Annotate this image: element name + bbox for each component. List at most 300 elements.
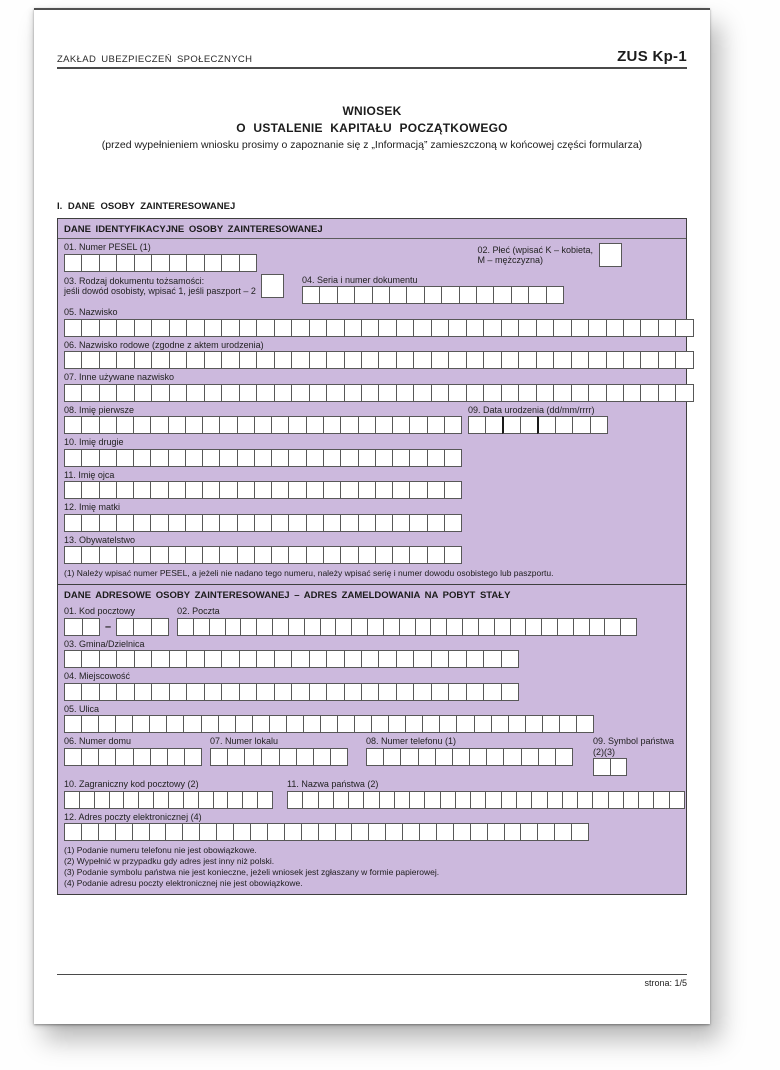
- char-box: [462, 618, 479, 636]
- char-box: [516, 791, 532, 809]
- char-box: [493, 286, 511, 304]
- char-box: [64, 254, 82, 272]
- char-box: [431, 319, 449, 337]
- char-box: [227, 748, 245, 766]
- field-imie2: [64, 436, 462, 467]
- char-box: [379, 791, 395, 809]
- char-box: [333, 791, 349, 809]
- char-box: [204, 351, 222, 369]
- char-box: [470, 791, 486, 809]
- char-box: [116, 319, 134, 337]
- field-row: [64, 735, 680, 776]
- char-box: [431, 650, 449, 668]
- char-box: [64, 715, 82, 733]
- field-label: 03. Gmina/Dzielnica: [64, 638, 145, 649]
- char-box: [98, 748, 116, 766]
- char-box: [82, 618, 101, 636]
- char-box: [344, 351, 362, 369]
- char-box: [427, 514, 445, 532]
- char-box: [133, 449, 151, 467]
- char-box: [116, 254, 134, 272]
- char-box: [115, 823, 133, 841]
- field-input-cells[interactable]: [261, 274, 284, 298]
- char-box: [536, 351, 554, 369]
- char-box: [344, 650, 362, 668]
- page-number: strona: 1/5: [644, 978, 687, 988]
- char-box: [623, 791, 639, 809]
- char-box: [340, 546, 358, 564]
- field-plec: [477, 243, 622, 267]
- char-box: [476, 286, 494, 304]
- address-data-section: [57, 585, 687, 895]
- char-box: [182, 823, 200, 841]
- char-box: [64, 481, 82, 499]
- char-box: [409, 514, 427, 532]
- char-box: [221, 319, 239, 337]
- char-box: [466, 650, 484, 668]
- char-box: [64, 748, 82, 766]
- char-box: [554, 823, 572, 841]
- char-box: [557, 618, 574, 636]
- footnote: (1) Podanie numeru telefonu nie jest obowiązkowe.: [64, 845, 257, 855]
- char-box: [288, 449, 306, 467]
- char-box: [571, 823, 589, 841]
- char-box: [254, 514, 272, 532]
- char-box: [620, 618, 637, 636]
- char-box: [588, 384, 606, 402]
- char-box: [448, 319, 466, 337]
- char-box: [254, 416, 272, 434]
- char-box: [320, 715, 338, 733]
- field-label: 08. Imię pierwsze: [64, 404, 135, 415]
- field-label: 10. Imię drugie: [64, 437, 124, 447]
- char-box: [150, 416, 168, 434]
- char-box: [469, 748, 487, 766]
- char-box: [448, 683, 466, 701]
- char-box: [291, 650, 309, 668]
- char-box: [202, 546, 220, 564]
- char-box: [504, 823, 522, 841]
- char-box: [186, 319, 204, 337]
- char-box: [256, 351, 274, 369]
- char-box: [216, 823, 234, 841]
- char-box: [531, 791, 547, 809]
- char-box: [279, 748, 297, 766]
- char-box: [375, 416, 393, 434]
- char-box: [288, 546, 306, 564]
- char-box: [378, 384, 396, 402]
- char-box: [413, 319, 431, 337]
- field-zagraniczny: [64, 778, 273, 809]
- char-box: [555, 416, 573, 434]
- separator-dash: –: [105, 620, 112, 633]
- char-box: [167, 748, 185, 766]
- char-box: [326, 384, 344, 402]
- char-box: [396, 650, 414, 668]
- field-label: 04. Miejscowość: [64, 671, 131, 681]
- field-input-cells[interactable]: [468, 416, 608, 434]
- char-box: [99, 683, 117, 701]
- char-box: [313, 748, 331, 766]
- char-box: [199, 823, 217, 841]
- char-box: [198, 791, 214, 809]
- char-box: [204, 254, 222, 272]
- char-box: [323, 514, 341, 532]
- char-box: [185, 481, 203, 499]
- char-box: [227, 791, 243, 809]
- field-input-cells[interactable]: [64, 823, 589, 841]
- char-box: [209, 618, 226, 636]
- char-box: [418, 748, 436, 766]
- char-box: [590, 416, 608, 434]
- char-box: [150, 481, 168, 499]
- char-box: [486, 748, 504, 766]
- char-box: [427, 546, 445, 564]
- char-box: [186, 683, 204, 701]
- char-box: [185, 416, 203, 434]
- char-box: [186, 384, 204, 402]
- char-box: [483, 650, 501, 668]
- char-box: [309, 650, 327, 668]
- char-box: [150, 449, 168, 467]
- char-box: [219, 546, 237, 564]
- field-row: [64, 274, 680, 305]
- field-obyw: [64, 534, 462, 565]
- char-box: [240, 618, 257, 636]
- char-box: [424, 286, 442, 304]
- char-box: [271, 514, 289, 532]
- char-box: [525, 715, 543, 733]
- char-box: [330, 748, 348, 766]
- field-input-cells[interactable]: [593, 758, 680, 776]
- field-rodowe: [64, 339, 694, 370]
- char-box: [441, 286, 459, 304]
- field-input-cells[interactable]: [64, 650, 519, 668]
- field-row: [64, 339, 680, 370]
- char-box: [405, 715, 423, 733]
- char-box: [132, 823, 150, 841]
- char-box: [257, 791, 273, 809]
- field-row: [64, 703, 680, 734]
- char-box: [177, 618, 194, 636]
- char-box: [483, 683, 501, 701]
- field-input-cells[interactable]: [599, 243, 622, 267]
- char-box: [608, 791, 624, 809]
- footnote: (1) Należy wpisać numer PESEL, a jeżeli nie nadano tego numeru, należy wpisać serię i numer dowodu osobistego lub paszportu.: [64, 568, 554, 578]
- char-box: [468, 416, 486, 434]
- char-box: [572, 416, 590, 434]
- char-box: [521, 748, 539, 766]
- field-label: 09. Symbol państwa (2)(3): [593, 736, 675, 757]
- char-box: [168, 791, 184, 809]
- char-box: [478, 618, 495, 636]
- char-box: [361, 319, 379, 337]
- char-box: [64, 618, 83, 636]
- char-box: [658, 384, 676, 402]
- field-label: 12. Imię matki: [64, 502, 121, 512]
- char-box: [344, 319, 362, 337]
- char-box: [239, 254, 257, 272]
- char-box: [640, 319, 658, 337]
- form-title-block: [57, 103, 687, 151]
- char-box: [81, 481, 99, 499]
- char-box: [81, 449, 99, 467]
- char-box: [169, 650, 187, 668]
- char-box: [358, 416, 376, 434]
- char-box: [375, 514, 393, 532]
- field-input-cells[interactable]: [64, 618, 169, 636]
- char-box: [392, 416, 410, 434]
- char-box: [485, 791, 501, 809]
- char-box: [286, 715, 304, 733]
- char-box: [413, 683, 431, 701]
- form-subtitle: (przed wypełnieniem wniosku prosimy o zapoznanie się z „Informacją” zamieszczoną w końcowej części formularza): [101, 139, 643, 151]
- char-box: [81, 351, 99, 369]
- char-box: [592, 791, 608, 809]
- char-box: [98, 715, 116, 733]
- char-box: [81, 254, 99, 272]
- char-box: [604, 618, 621, 636]
- char-box: [361, 650, 379, 668]
- char-box: [186, 351, 204, 369]
- field-label: 02. Płeć (wpisać K – kobieta, M – mężczyzna): [477, 244, 593, 265]
- char-box: [675, 384, 693, 402]
- char-box: [525, 618, 542, 636]
- page-content: [34, 10, 710, 1024]
- field-input-cells[interactable]: [366, 748, 573, 766]
- char-box: [675, 319, 693, 337]
- char-box: [537, 823, 555, 841]
- char-box: [151, 384, 169, 402]
- char-box: [221, 650, 239, 668]
- char-box: [237, 416, 255, 434]
- address-footnotes: [64, 845, 680, 889]
- char-box: [244, 748, 262, 766]
- char-box: [409, 546, 427, 564]
- field-input-cells[interactable]: [64, 683, 519, 701]
- char-box: [134, 319, 152, 337]
- field-data: [468, 404, 608, 435]
- char-box: [501, 384, 519, 402]
- char-box: [306, 546, 324, 564]
- char-box: [456, 715, 474, 733]
- field-input-cells[interactable]: [177, 618, 637, 636]
- char-box: [250, 823, 268, 841]
- char-box: [168, 546, 186, 564]
- char-box: [287, 791, 303, 809]
- char-box: [571, 384, 589, 402]
- field-label: 07. Numer lokalu: [210, 736, 279, 746]
- char-box: [431, 384, 449, 402]
- char-box: [606, 351, 624, 369]
- char-box: [501, 650, 519, 668]
- char-box: [254, 449, 272, 467]
- char-box: [185, 546, 203, 564]
- char-box: [354, 286, 372, 304]
- char-box: [239, 351, 257, 369]
- field-input-cells[interactable]: [64, 319, 694, 337]
- char-box: [358, 514, 376, 532]
- char-box: [422, 715, 440, 733]
- char-box: [288, 618, 305, 636]
- field-input-cells[interactable]: [302, 286, 564, 304]
- char-box: [494, 618, 511, 636]
- char-box: [99, 384, 117, 402]
- field-label: 09. Data urodzenia (dd/mm/rrrr): [468, 404, 595, 415]
- field-input-cells[interactable]: [64, 254, 257, 272]
- char-box: [326, 683, 344, 701]
- char-box: [368, 823, 386, 841]
- char-box: [348, 791, 364, 809]
- field-panstwo: [287, 778, 685, 809]
- field-row: [64, 404, 680, 435]
- char-box: [269, 715, 287, 733]
- char-box: [623, 351, 641, 369]
- char-box: [435, 748, 453, 766]
- field-input-cells[interactable]: [64, 481, 462, 499]
- field-label: 08. Numer telefonu (1): [366, 736, 457, 746]
- field-label: 03. Rodzaj dokumentu tożsamości: jeśli dowód osobisty, wpisać 1, jeśli paszport – 2: [64, 275, 256, 296]
- char-box: [64, 416, 82, 434]
- char-box: [168, 416, 186, 434]
- char-box: [151, 254, 169, 272]
- char-box: [375, 546, 393, 564]
- char-box: [394, 791, 410, 809]
- char-box: [351, 823, 369, 841]
- char-box: [169, 319, 187, 337]
- field-input-cells[interactable]: [64, 748, 202, 766]
- field-input-cells[interactable]: [64, 791, 273, 809]
- char-box: [452, 748, 470, 766]
- field-label: 05. Nazwisko: [64, 307, 118, 317]
- char-box: [288, 481, 306, 499]
- field-row: [64, 605, 680, 636]
- char-box: [385, 823, 403, 841]
- char-box: [430, 618, 447, 636]
- field-imie1: [64, 404, 462, 435]
- identification-section-header: DANE IDENTYFIKACYJNE OSOBY ZAINTERESOWANEJ: [58, 221, 686, 239]
- char-box: [151, 319, 169, 337]
- field-input-cells[interactable]: [64, 546, 462, 564]
- field-miejscowosc: [64, 670, 519, 701]
- field-input-cells[interactable]: [64, 715, 594, 733]
- char-box: [133, 481, 151, 499]
- field-input-cells[interactable]: [287, 791, 685, 809]
- char-box: [413, 351, 431, 369]
- form-title-line1: WNIOSEK: [342, 104, 402, 118]
- char-box: [64, 351, 82, 369]
- char-box: [623, 319, 641, 337]
- char-box: [487, 823, 505, 841]
- char-box: [99, 481, 117, 499]
- char-box: [444, 416, 462, 434]
- char-box: [363, 791, 379, 809]
- char-box: [483, 351, 501, 369]
- char-box: [396, 384, 414, 402]
- char-box: [361, 384, 379, 402]
- field-label: 02. Poczta: [177, 606, 220, 616]
- char-box: [361, 351, 379, 369]
- char-box: [99, 449, 117, 467]
- char-box: [413, 384, 431, 402]
- field-label: 04. Seria i numer dokumentu: [301, 274, 418, 285]
- field-input-cells[interactable]: [210, 748, 348, 766]
- char-box: [323, 546, 341, 564]
- char-box: [271, 481, 289, 499]
- char-box: [306, 481, 324, 499]
- field-row: [64, 501, 680, 532]
- char-box: [351, 618, 368, 636]
- char-box: [201, 715, 219, 733]
- char-box: [399, 618, 416, 636]
- field-input-cells[interactable]: [64, 514, 462, 532]
- field-label: 10. Zagraniczny kod pocztowy (2): [64, 779, 199, 789]
- char-box: [361, 683, 379, 701]
- field-row: [64, 534, 680, 565]
- field-input-cells[interactable]: [64, 449, 462, 467]
- char-box: [518, 384, 536, 402]
- field-input-cells[interactable]: [64, 351, 694, 369]
- char-box: [133, 514, 151, 532]
- field-ulica: [64, 703, 594, 734]
- char-box: [133, 416, 151, 434]
- char-box: [274, 351, 292, 369]
- char-box: [537, 416, 556, 434]
- char-box: [511, 286, 529, 304]
- char-box: [571, 319, 589, 337]
- field-input-cells[interactable]: [64, 384, 694, 402]
- field-input-cells[interactable]: [64, 416, 462, 434]
- char-box: [149, 823, 167, 841]
- char-box: [99, 351, 117, 369]
- char-box: [444, 546, 462, 564]
- char-box: [466, 319, 484, 337]
- char-box: [94, 791, 110, 809]
- char-box: [571, 351, 589, 369]
- field-label: 01. Kod pocztowy: [64, 606, 136, 616]
- char-box: [99, 514, 117, 532]
- char-box: [115, 715, 133, 733]
- char-box: [606, 319, 624, 337]
- char-box: [358, 546, 376, 564]
- char-box: [588, 351, 606, 369]
- char-box: [99, 416, 117, 434]
- char-box: [256, 618, 273, 636]
- char-box: [239, 384, 257, 402]
- char-box: [116, 514, 134, 532]
- char-box: [344, 683, 362, 701]
- field-nazwisko: [64, 306, 694, 337]
- char-box: [296, 748, 314, 766]
- char-box: [202, 416, 220, 434]
- char-box: [81, 546, 99, 564]
- char-box: [470, 823, 488, 841]
- char-box: [388, 715, 406, 733]
- char-box: [309, 351, 327, 369]
- field-row: [64, 436, 680, 467]
- char-box: [219, 449, 237, 467]
- char-box: [186, 254, 204, 272]
- char-box: [151, 351, 169, 369]
- char-box: [237, 449, 255, 467]
- char-box: [466, 384, 484, 402]
- char-box: [337, 715, 355, 733]
- char-box: [151, 683, 169, 701]
- char-box: [274, 650, 292, 668]
- char-box: [439, 715, 457, 733]
- char-box: [326, 319, 344, 337]
- char-box: [64, 791, 80, 809]
